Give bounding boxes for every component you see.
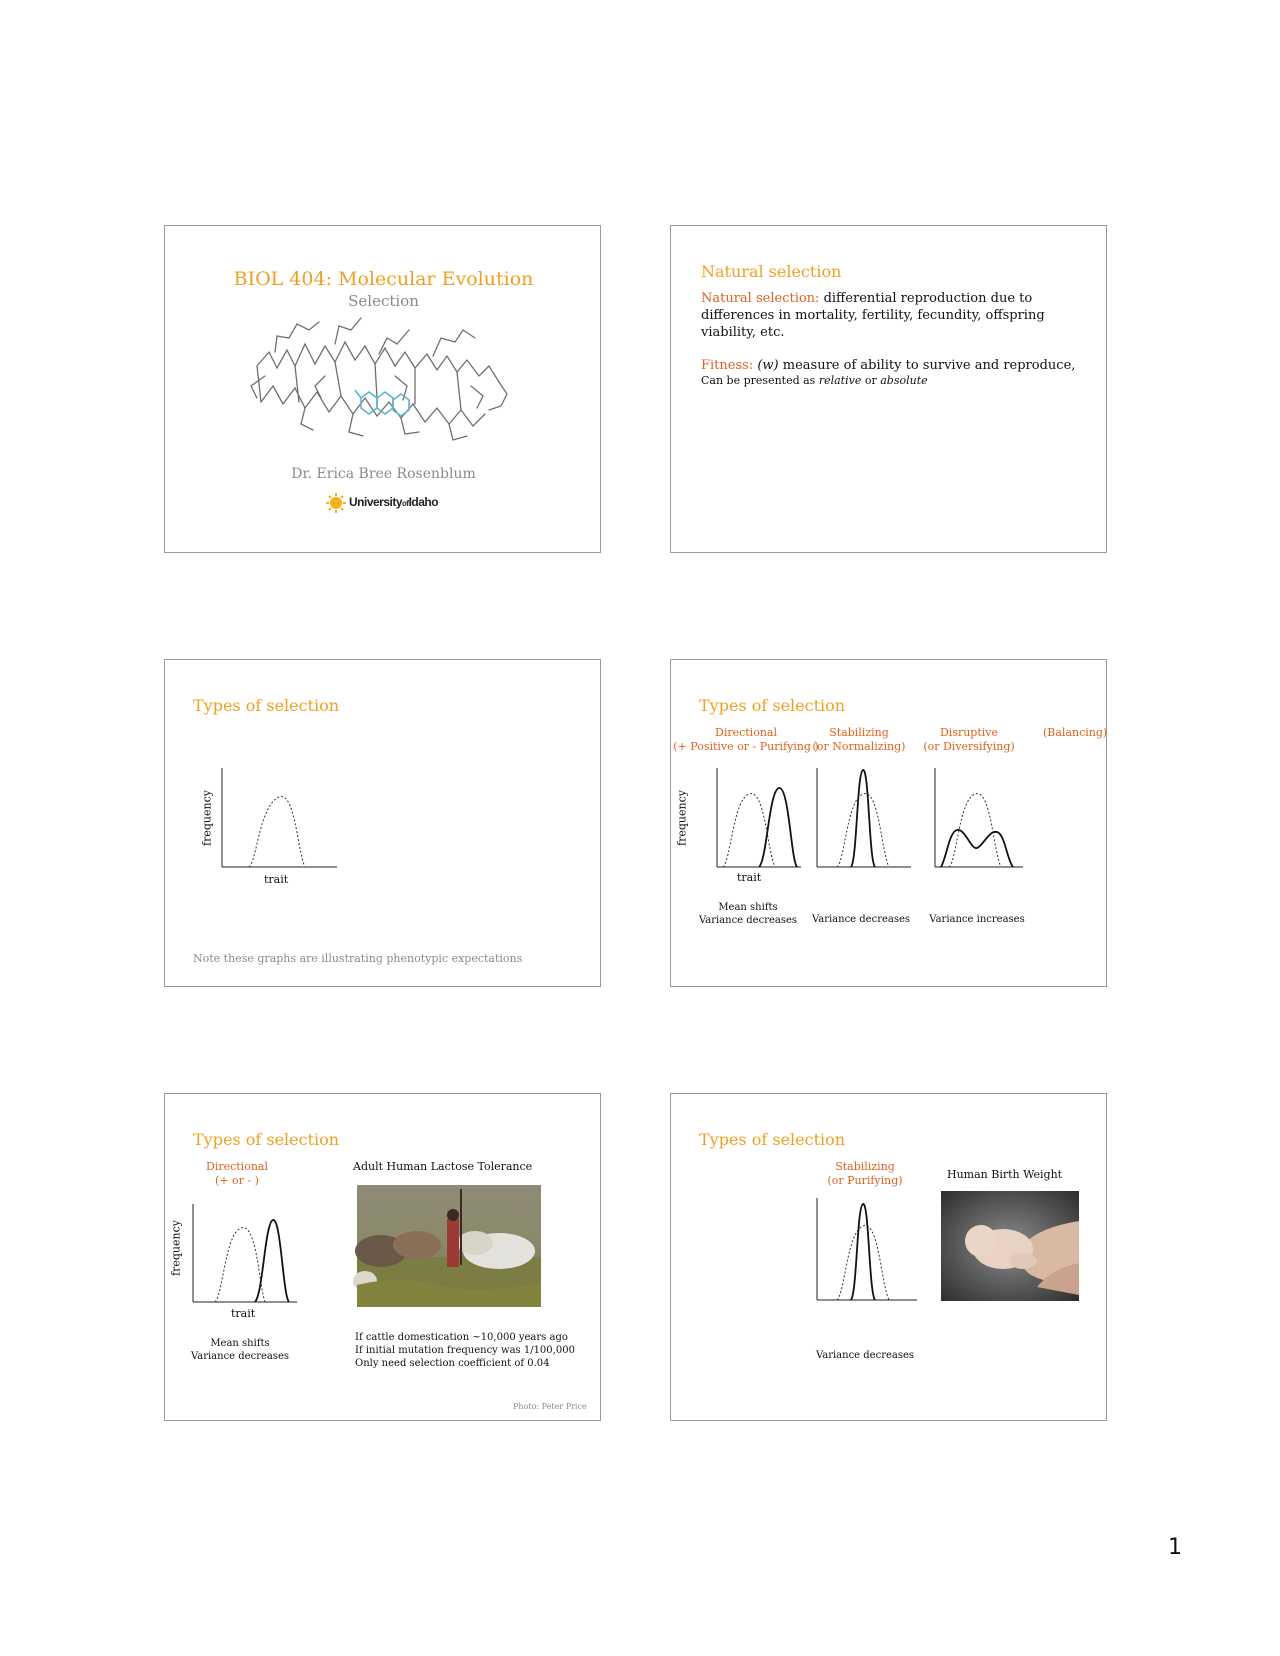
caption-directional-line-1: Mean shifts: [718, 902, 778, 913]
slide-note: Note these graphs are illustrating phenotypic expectations: [193, 952, 523, 965]
y-axis-label: frequency: [675, 790, 689, 846]
lecture-subtitle: Selection: [348, 292, 419, 310]
newborn-photo: [941, 1191, 1079, 1301]
label-directional-line-1: Directional: [206, 1160, 268, 1173]
slide-stabilizing-birth-weight: [670, 1093, 1107, 1421]
fact-line-1: If cattle domestication ~10,000 years ago: [355, 1332, 568, 1343]
disruptive-graph: [935, 768, 1023, 867]
slide-directional-lactose: [164, 1093, 601, 1421]
caption-directional-line-1: Mean shifts: [210, 1338, 270, 1349]
slide-heading: Types of selection: [193, 696, 340, 715]
label-directional-line-2: (+ or - ): [215, 1174, 259, 1187]
slide-heading: Types of selection: [193, 1130, 340, 1149]
caption-directional-line-2: Variance decreases: [190, 1351, 290, 1362]
x-axis-label: trait: [737, 871, 762, 884]
caption-stabilizing: Variance decreases: [815, 1350, 915, 1361]
label-stabilizing-line-1: Stabilizing: [835, 1160, 895, 1173]
fitness-text: measure of ability to survive and reproduce,: [778, 358, 1076, 373]
author-name: Dr. Erica Bree Rosenblum: [291, 466, 476, 482]
slide-heading: Natural selection: [701, 262, 842, 281]
label-directional-line-2: (+ Positive or - Purifying ): [673, 740, 819, 753]
y-axis-label: frequency: [200, 790, 214, 846]
label-directional-line-1: Directional: [715, 726, 777, 739]
fitness-note-relative: relative: [818, 374, 862, 387]
definition-line-1: differential reproduction due to: [819, 291, 1033, 306]
x-axis-label: trait: [231, 1307, 256, 1320]
fact-line-2: If initial mutation frequency was 1/100,000: [355, 1345, 575, 1356]
baseline-distribution-graph: [165, 660, 602, 988]
caption-stabilizing: Variance decreases: [811, 914, 911, 925]
label-stabilizing-line-2: (or Normalizing): [812, 740, 906, 753]
stabilizing-graph: [817, 768, 911, 867]
university-sun-icon: [325, 492, 347, 514]
directional-graph: [717, 768, 801, 867]
label-disruptive-line-1: Disruptive: [939, 726, 999, 739]
y-axis-label: frequency: [169, 1220, 183, 1276]
caption-directional: [693, 901, 803, 927]
label-disruptive-line-2: (or Diversifying): [923, 740, 1015, 753]
photo-credit: Photo: Peter Price: [513, 1402, 587, 1411]
label-stabilizing-line-2: (or Purifying): [827, 1174, 903, 1187]
slide-heading: Types of selection: [699, 1130, 846, 1149]
lactose-facts: [355, 1331, 575, 1370]
cattle-herder-photo: [357, 1185, 541, 1307]
natural-selection-definition: [701, 290, 1045, 341]
fitness-symbol: (w): [757, 358, 779, 373]
fitness-note-or: or: [861, 374, 881, 387]
label-balancing: (Balancing): [1043, 726, 1108, 739]
definition-line-3: viability, etc.: [701, 325, 785, 340]
slide-types-of-selection-intro: [164, 659, 601, 987]
slide-types-of-selection-graphs: [670, 659, 1107, 987]
slide-natural-selection: [670, 225, 1107, 553]
logo-word-of: of: [402, 499, 409, 508]
fitness-note-prefix: Can be presented as: [701, 374, 819, 387]
page-number: 1: [1168, 1535, 1182, 1560]
course-title: BIOL 404: Molecular Evolution: [233, 268, 534, 290]
slide-title: [164, 225, 601, 553]
photo-title: Adult Human Lactose Tolerance: [353, 1160, 533, 1173]
caption-directional-line-2: Variance decreases: [698, 915, 798, 926]
caption-directional: [185, 1337, 295, 1363]
photo-title: Human Birth Weight: [947, 1168, 1063, 1181]
fitness-term: Fitness:: [701, 358, 754, 373]
caption-disruptive: Variance increases: [929, 914, 1025, 925]
x-axis-label: trait: [264, 873, 289, 886]
fitness-note-absolute: absolute: [880, 374, 928, 387]
slide-heading: Types of selection: [699, 696, 846, 715]
logo-word-idaho: Idaho: [408, 495, 439, 509]
label-stabilizing-line-1: Stabilizing: [829, 726, 889, 739]
definition-line-2: differences in mortality, fertility, fecundity, offspring: [701, 308, 1045, 323]
logo-word-university: University: [349, 495, 403, 509]
selection-types-graphs: [671, 660, 1108, 988]
definition-term: Natural selection:: [701, 291, 820, 306]
fact-line-3: Only need selection coefficient of 0.04: [355, 1358, 550, 1369]
fitness-definition: [701, 357, 1075, 388]
